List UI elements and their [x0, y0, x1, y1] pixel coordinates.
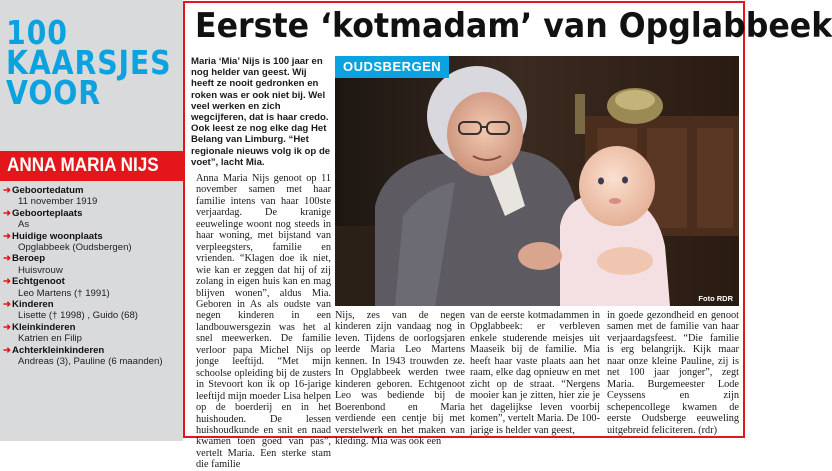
photo-illustration	[335, 56, 739, 306]
fact-value: Andreas (3), Pauline (6 maanden)	[18, 356, 163, 368]
article-column-1: Anna Maria Nijs genoot op 11 november samen met haar familie intens van haar 100ste verjaardag. De kranige eeuwelinge woont nog steeds in haar woning, met bijstand van verpleegsters, familie en vrienden. “Klagen doe ik niet, wie kan er zeggen dat hij of zij zolang in eigen huis kan en mag blijven wonen”, aldus Mia. Geboren in As als oudste van negen kinderen in een landbouwersgezin was het al snel meewerken. De familie verloor papa Michel Nijs op jonge leeftijd. “Met mijn schoolse opleiding bij de zusters in Stevoort kon ik op 16-jarige leeftijd mijn moeder Lisa helpen op de boerderij en in het huishouden. De lessen huishoudkunde en snit en naad kwamen toen goed van pas”, vertelt Maria. Een sterke stam die familie	[196, 173, 331, 471]
fact-item	[3, 208, 181, 231]
fact-label: ➜Geboortedatum	[3, 185, 84, 196]
fact-value: Leo Martens († 1991)	[18, 287, 110, 299]
arrow-right-icon: ➜	[3, 253, 12, 265]
fact-label: ➜Beroep	[3, 253, 46, 265]
sidebar-title	[6, 13, 172, 112]
fact-label: ➜Geboorteplaats	[3, 207, 83, 219]
arrow-right-icon: ➜	[3, 299, 12, 311]
article-photo	[335, 56, 739, 306]
article-column-2: Nijs, zes van de negen kinderen zijn vandaag nog in leven. Tijdens de oorlogsjaren leerde Maria Leo Martens kennen. In 1943 trouwden ze. In Opglabbeek werden twee kinderen geboren. Echtgenoot Leo was bediende bij de Boerenbond en Maria verdiende een centje bij met verstelwerk en het maken van kleding. Mia was ook een	[335, 310, 465, 447]
sidebar-title-line: KAARSJES	[6, 43, 172, 82]
name-banner	[0, 151, 183, 181]
fact-item	[3, 231, 181, 254]
fact-label: ➜Achterkleinkinderen	[3, 344, 105, 356]
fact-item	[3, 185, 181, 208]
fact-value: 11 november 1919	[18, 196, 98, 208]
sidebar-title-line: 100	[6, 13, 68, 52]
fact-value: Huisvrouw	[18, 264, 63, 276]
fact-item	[3, 345, 181, 368]
fact-item	[3, 276, 181, 299]
arrow-right-icon: ➜	[3, 185, 12, 196]
fact-label: ➜Echtgenoot	[3, 276, 65, 288]
fact-value: Lisette († 1998) , Guido (68)	[18, 310, 138, 322]
sidebar-panel	[0, 0, 183, 441]
article-lead: Maria ‘Mia’ Nijs is 100 jaar en nog helder van geest. Wij heeft ze nooit gedronken en roken was er ook niet bij. Wel veel werken en zich wegcijferen, dat is haar credo. Ook leest ze nog elke dag Het Belang van Limburg. “Het regionale nieuws volg ik op de voet”, lacht Mia.	[191, 56, 331, 168]
location-tag: OUDSBERGEN	[335, 56, 449, 78]
fact-label: ➜Kleinkinderen	[3, 321, 76, 333]
article-column-4: in goede gezondheid en genoot samen met de familie van haar verjaardagsfeest. “Die familie is erg belangrijk. Kijk maar naar onze kleine Pauline, zij is net 100 jaar jonger”, zegt Maria. Burgemeester Lode Ceyssens en zijn schepencollege kwamen de eerste Oudsberge eeuweling uitgebreid feliciteren. (rdr)	[607, 310, 739, 436]
fact-item	[3, 299, 181, 322]
person-name: ANNA MARIA NIJS	[7, 155, 159, 176]
sidebar-title-line: VOOR	[6, 73, 102, 112]
arrow-right-icon: ➜	[3, 230, 12, 242]
article-headline: Eerste ‘kotmadam’ van Opglabbeek	[195, 6, 832, 46]
article-column-3: van de eerste kotmadammen in Opglabbeek: er verbleven enkele studerende meisjes uit Maaseik bij de familie. Mia heeft haar vaste plaats aan het raam, elke dag opnieuw en met zicht op de straat. “Nergens mooier kan je zitten, hier zie je het dagelijkse leven voorbij komen”, vertelt Maria. De 100-jarige is helder van geest,	[470, 310, 600, 436]
fact-value: Opglabbeek (Oudsbergen)	[18, 242, 132, 254]
fact-value: As	[18, 219, 30, 231]
arrow-right-icon: ➜	[3, 276, 12, 288]
fact-item	[3, 322, 181, 345]
fact-item	[3, 253, 181, 276]
arrow-right-icon: ➜	[3, 321, 12, 333]
fact-label: ➜Kinderen	[3, 299, 54, 311]
photo-credit: Foto RDR	[698, 294, 733, 303]
fact-value: Katrien en Filip	[18, 333, 82, 345]
fact-label: ➜Huidige woonplaats	[3, 230, 103, 242]
fact-list	[3, 185, 181, 368]
arrow-right-icon: ➜	[3, 207, 12, 219]
arrow-right-icon: ➜	[3, 344, 12, 356]
